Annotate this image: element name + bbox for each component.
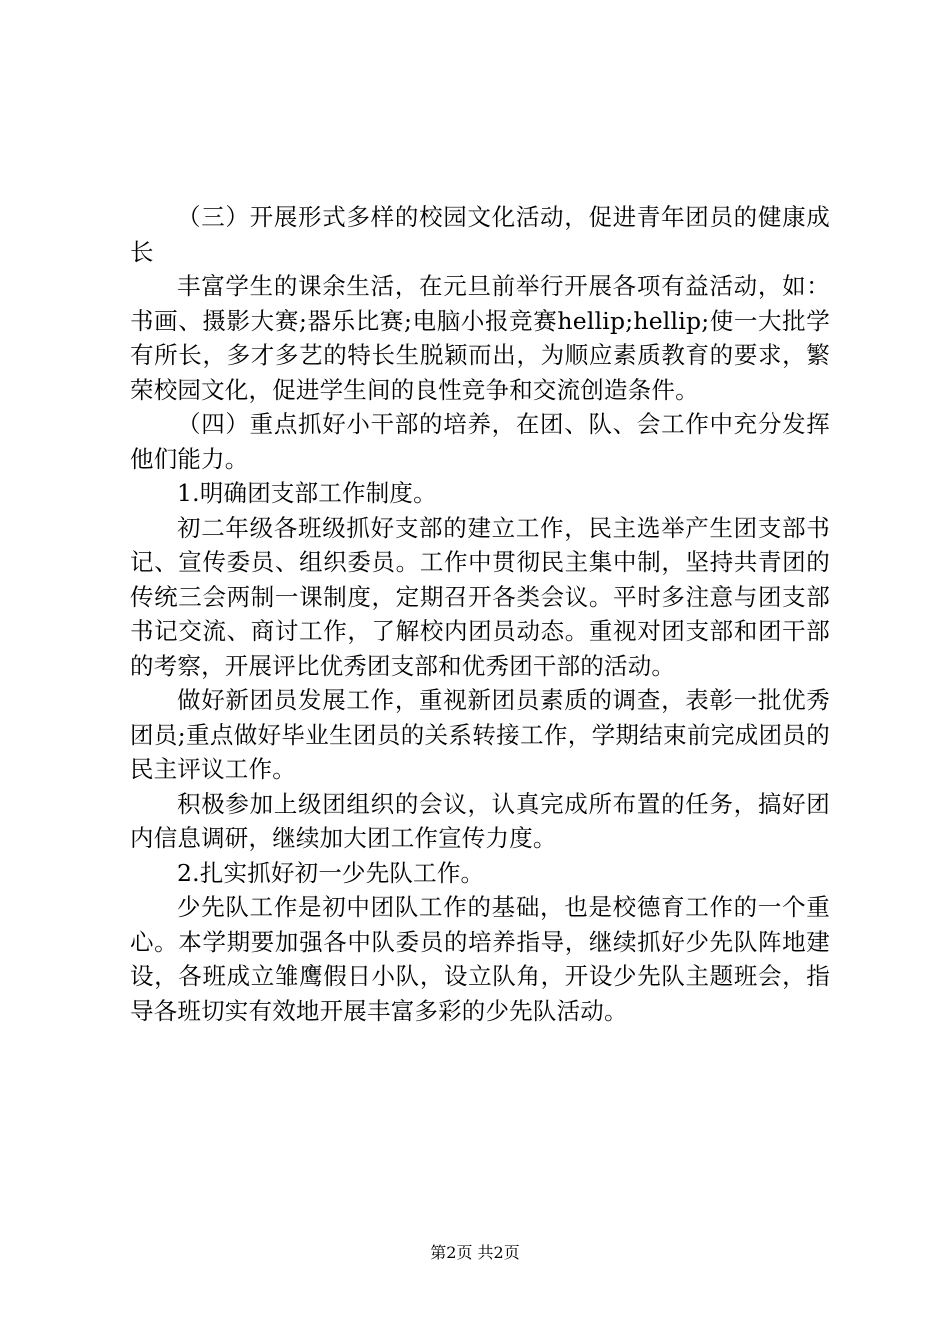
paragraph: 少先队工作是初中团队工作的基础，也是校德育工作的一个重心。本学期要加强各中队委员的培养指导，继续抓好少先队阵地建设，各班成立雏鹰假日小队，设立队角，开设少先队主题班会，指导各班切实有效地开展丰富多彩的少先队活动。 — [130, 893, 830, 1025]
page-footer: 第2页 共2页 — [430, 1243, 520, 1262]
section-heading-four: （四）重点抓好小干部的培养，在团、队、会工作中充分发挥他们能力。 — [130, 410, 830, 473]
paragraph: 做好新团员发展工作，重视新团员素质的调查，表彰一批优秀团员;重点做好毕业生团员的关系转接工作，学期结束前完成团员的民主评议工作。 — [130, 686, 830, 783]
paragraph: 丰富学生的课余生活，在元旦前举行开展各项有益活动，如：书画、摄影大赛;器乐比赛;电脑小报竞赛hellip;hellip;使一大批学有所长，多才多艺的特长生脱颖而出，为顺应素质教育的要求，繁荣校园文化，促进学生间的良性竞争和交流创造条件。 — [130, 272, 830, 404]
paragraph: 初二年级各班级抓好支部的建立工作，民主选举产生团支部书记、宣传委员、组织委员。工作中贯彻民主集中制，坚持共青团的传统三会两制一课制度，定期召开各类会议。平时多注意与团支部书记交流、商讨工作，了解校内团员动态。重视对团支部和团干部的考察，开展评比优秀团支部和优秀团干部的活动。 — [130, 513, 830, 680]
document-body — [130, 200, 830, 1028]
paragraph: 积极参加上级团组织的会议，认真完成所布置的任务，搞好团内信息调研，继续加大团工作宣传力度。 — [130, 789, 830, 852]
subheading-two: 2.扎实抓好初一少先队工作。 — [177, 858, 485, 887]
section-heading-three: （三）开展形式多样的校园文化活动，促进青年团员的健康成长 — [130, 203, 830, 266]
subheading-one: 1.明确团支部工作制度。 — [177, 479, 437, 507]
